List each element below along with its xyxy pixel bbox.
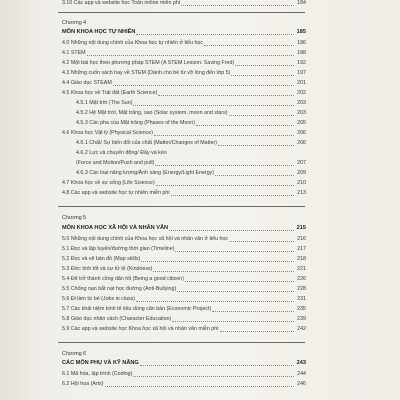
dot-leader <box>154 135 294 136</box>
toc-entry-page: 231 <box>297 296 306 302</box>
toc-entry-text: 4.8 Các app và website học tự nhiên miễn phí <box>62 190 170 196</box>
toc-entry-text: 4.6.1 Chất/ Sự biến đổi của chất (Matter/Changes of Matter) <box>76 140 218 146</box>
toc-entry <box>62 40 306 47</box>
toc-entry-text: 4.0 Những nội dung chính của Khoa học tự nhiên ở tiểu học <box>62 40 204 46</box>
toc-entry <box>62 236 306 243</box>
dot-leader <box>172 321 294 322</box>
chapter-separator <box>58 342 305 343</box>
toc-entry-text: (Force and Motion/Push and pull) <box>76 160 155 166</box>
dot-leader <box>156 185 294 186</box>
toc-entry-page: 202 <box>297 90 306 96</box>
dot-leader <box>158 95 294 96</box>
chapter-title <box>62 29 306 36</box>
dot-leader <box>133 105 294 106</box>
chapter-separator <box>58 12 305 13</box>
chapter-label: Chương 4 <box>62 20 87 26</box>
toc-entry-text: 5.2 Đọc và vẽ bản đồ (Map skills) <box>62 256 141 262</box>
toc-entry-page: 246 <box>297 381 306 387</box>
dot-leader <box>171 195 294 196</box>
toc-entry-page: 203 <box>297 110 306 116</box>
toc-entry-text: 5.0 Những nội dung chính của Khoa học xã hội và nhân văn ở tiểu học <box>62 236 229 242</box>
toc-entry-text: 4.7 Khoa học về sự sống (Life Science) <box>62 180 155 186</box>
dot-leader <box>133 376 294 377</box>
toc-subentry <box>76 140 306 147</box>
toc-entry-page: 226 <box>297 276 306 282</box>
dot-leader <box>153 271 294 272</box>
toc-entry-text: 5.1 Đọc và lập tuyến/đường thời gian (Timeline) <box>62 246 175 252</box>
dot-leader <box>229 241 294 242</box>
toc-entry-page: 210 <box>297 180 306 186</box>
toc-entry <box>62 90 306 97</box>
dot-leader <box>185 281 294 282</box>
toc-entry-text: 4.4 Giáo dục STEAM <box>62 80 112 86</box>
toc-entry <box>62 381 306 388</box>
toc-entry-text: 4.5.2 Hệ Mặt trời, Mặt trăng, sao (Solar system, moon and stars) <box>76 110 228 116</box>
dot-leader <box>175 251 294 252</box>
toc-entry-page: 197 <box>297 70 306 76</box>
dot-leader <box>141 261 294 262</box>
toc-entry-page: 203 <box>297 100 306 106</box>
toc-entry-page: 218 <box>297 256 306 262</box>
toc-entry-text: 5.3 Đức tính tốt và sự tử tế (Kindness) <box>62 266 153 272</box>
toc-entry-page: 188 <box>297 50 306 56</box>
toc-entry-text: 4.5.3 Các pha của Mặt trăng (Phases of the Moon) <box>76 120 195 126</box>
toc-entry-text: 5.4 Để trở thành công dân tốt (Being a good citizen) <box>62 276 184 282</box>
toc-entry-text: 4.6.3 Các loại năng lượng/Ánh sáng (Energy/Light Energy) <box>76 170 215 176</box>
chapter-label: Chương 5 <box>62 215 87 221</box>
toc-entry-page: 201 <box>297 80 306 86</box>
toc-subentry <box>76 150 306 157</box>
toc-entry-page: 206 <box>297 140 306 146</box>
toc-entry-page: 213 <box>297 190 306 196</box>
toc-entry <box>62 246 306 253</box>
toc-entry-page: 244 <box>297 371 306 377</box>
toc-entry <box>62 80 306 87</box>
toc-entry-text: 4.6 Khoa học Vật lý (Physical Science) <box>62 130 153 136</box>
toc-entry <box>62 60 306 67</box>
toc-entry <box>62 130 306 137</box>
toc-entry-page: 205 <box>297 120 306 126</box>
toc-subentry <box>76 170 306 177</box>
toc-entry-page: 209 <box>297 170 306 176</box>
dot-leader <box>155 165 294 166</box>
toc-entry-text: 5.8 Giáo dục nhân cách (Character Education) <box>62 316 172 322</box>
toc-entry-page: 207 <box>297 160 306 166</box>
toc-entry-text: 5.9 Các app và website học Khoa học xã hội và nhân văn miễn phí <box>62 326 219 332</box>
chapter-title <box>62 360 306 367</box>
toc-entry-text: 4.1 STEM <box>62 50 86 56</box>
toc-entry-page: 186 <box>297 40 306 46</box>
toc-entry <box>62 326 306 333</box>
chapter-title <box>62 225 306 232</box>
toc-subentry <box>76 120 306 127</box>
toc-entry-text: 4.6.2 Lực và chuyển động/ Đẩy và kéo <box>76 150 167 156</box>
toc-entry <box>62 316 306 323</box>
toc-entry-text: 3.10 Các app và website học Toán online miễn phí <box>62 0 181 6</box>
dot-leader <box>87 55 294 56</box>
chapter-title-text: MÔN KHOA HỌC XÃ HỘI VÀ NHÂN VĂN <box>62 225 169 231</box>
dot-leader <box>215 175 294 176</box>
toc-entry <box>62 256 306 263</box>
toc-entry-page: 235 <box>297 306 306 312</box>
chapter-title-text: CÁC MÔN PHỤ VÀ KỸ NĂNG <box>62 360 139 366</box>
toc-entry <box>62 276 306 283</box>
dot-leader <box>218 145 294 146</box>
toc-entry-text: 5.7 Các khái niệm kinh tế tiêu dùng căn bản (Economic Project) <box>62 306 212 312</box>
dot-leader <box>136 301 294 302</box>
dot-leader <box>177 291 294 292</box>
toc-subentry <box>76 160 306 167</box>
toc-entry-page: 239 <box>297 316 306 322</box>
dot-leader <box>105 386 294 387</box>
toc-entry-text: 6.2 Hội họa (Arts) <box>62 381 104 387</box>
toc-entry-text: 4.2 Một bài học theo phương pháp STEM (A STEM Lesson: Saving Fred) <box>62 60 235 66</box>
toc-entry-page: 221 <box>297 266 306 272</box>
toc-entry-page: 242 <box>297 326 306 332</box>
toc-entry <box>62 70 306 77</box>
chapter-title-page: 185 <box>296 29 306 35</box>
toc-entry-page: 206 <box>297 130 306 136</box>
toc-entry-page: 192 <box>297 60 306 66</box>
toc-entry-page: 217 <box>297 246 306 252</box>
toc-entry <box>62 266 306 273</box>
chapter-separator <box>58 206 305 207</box>
toc-entry-text: 4.5 Khoa học về Trái đất (Earth Science) <box>62 90 158 96</box>
toc-entry-page: 228 <box>297 286 306 292</box>
toc-entry <box>62 306 306 313</box>
dot-leader <box>212 311 294 312</box>
toc-entry <box>62 50 306 57</box>
toc-entry-page: 216 <box>297 236 306 242</box>
toc-entry <box>62 286 306 293</box>
toc-subentry <box>76 110 306 117</box>
toc-entry <box>62 296 306 303</box>
dot-leader <box>231 75 294 76</box>
toc-entry <box>62 0 306 7</box>
toc-entry <box>62 371 306 378</box>
dot-leader <box>181 5 294 6</box>
dot-leader <box>204 45 294 46</box>
toc-entry <box>62 180 306 187</box>
dot-leader <box>229 115 294 116</box>
dot-leader <box>196 125 294 126</box>
toc-entry-text: 5.5 Chống nạn bắt nạt học đường (Anti-Bullying) <box>62 286 177 292</box>
chapter-title-text: MÔN KHOA HỌC TỰ NHIÊN <box>62 29 136 35</box>
chapter-title-page: 215 <box>296 225 306 231</box>
toc-entry-text: 6.1 Mã hóa, lập trình (Coding) <box>62 371 133 377</box>
toc-entry-page: 184 <box>297 0 306 6</box>
toc-entry <box>62 190 306 197</box>
chapter-label: Chương 6 <box>62 351 87 357</box>
dot-leader <box>235 65 294 66</box>
toc-subentry <box>76 100 306 107</box>
dot-leader <box>220 331 294 332</box>
dot-leader <box>113 85 294 86</box>
toc-entry-text: 4.3 Những cuốn sách hay về STEM (Dành cho bé từ vỡ lòng đến lớp 5) <box>62 70 231 76</box>
chapter-title-page: 243 <box>296 360 306 366</box>
toc-entry-text: 4.5.1 Mặt trời (The Sun) <box>76 100 133 106</box>
toc-entry-text: 5.6 Đi làm từ bé (Jobs in class) <box>62 296 136 302</box>
